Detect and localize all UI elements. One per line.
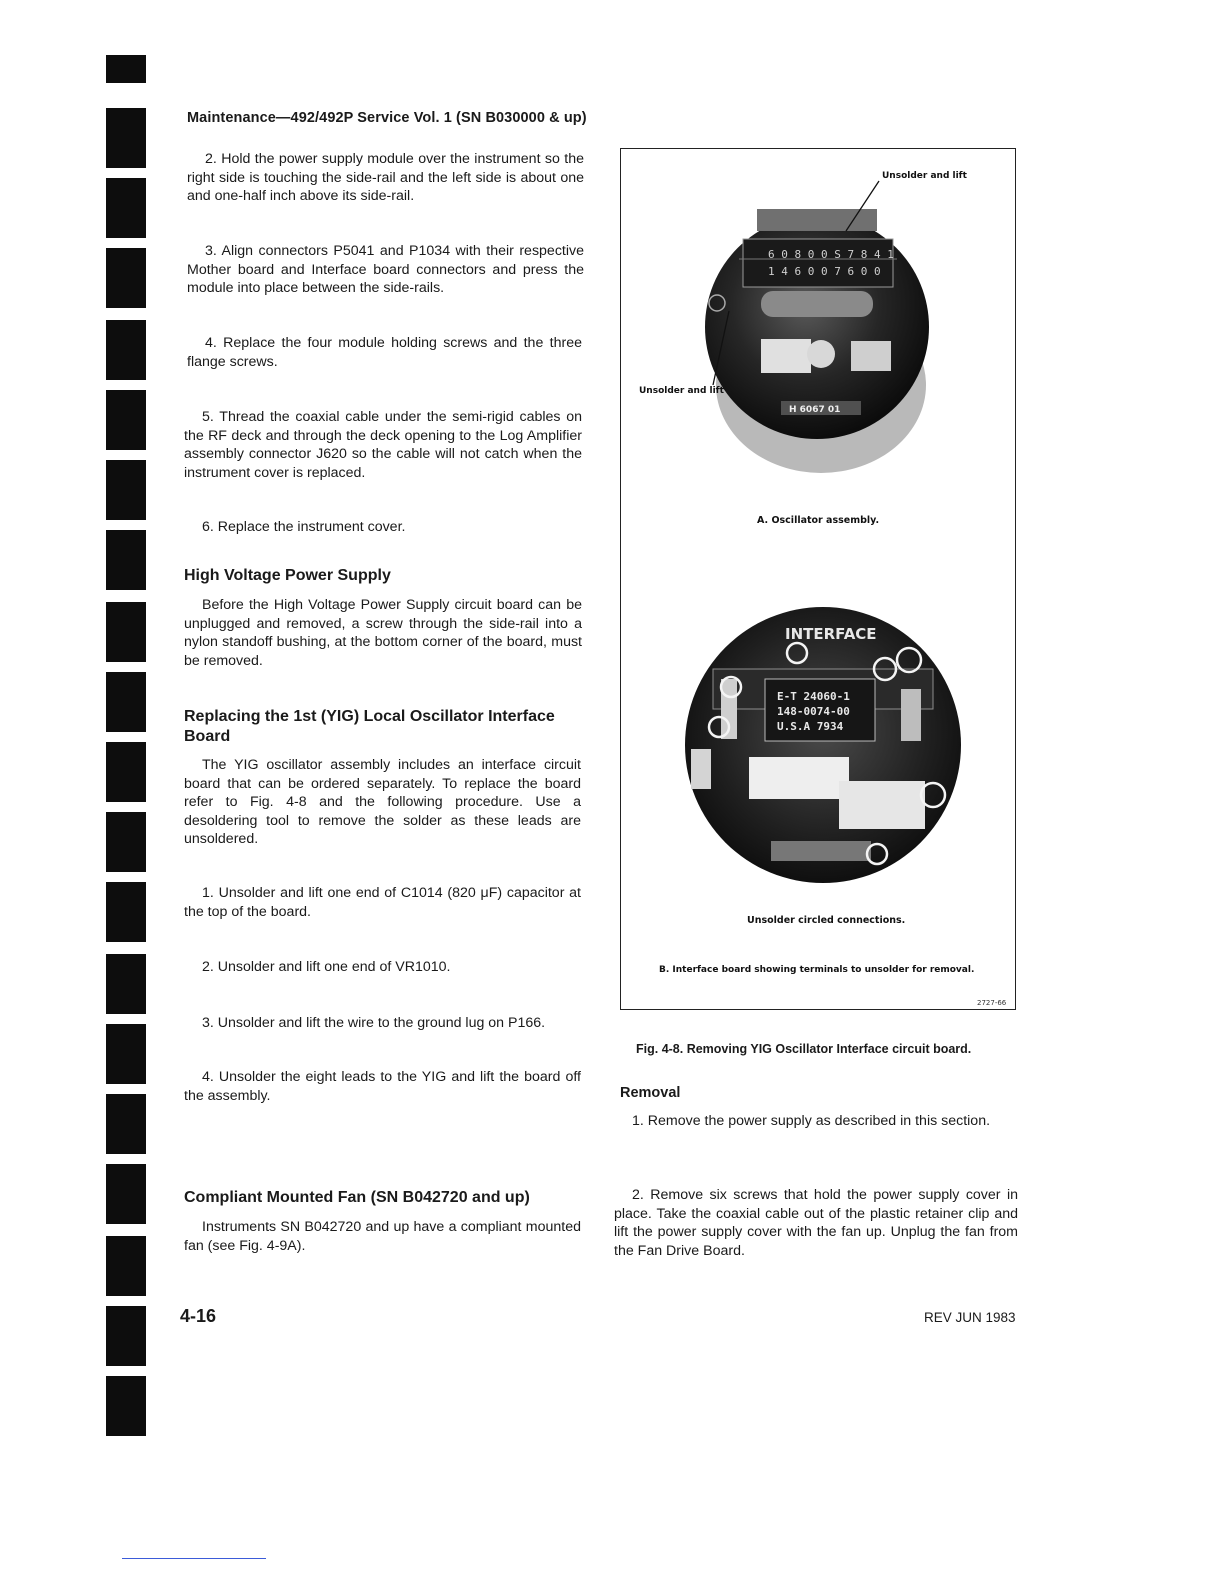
fan-paragraph: Instruments SN B042720 and up have a compliant mounted fan (see Fig. 4-9A).: [184, 1219, 581, 1254]
label-unsolder-left: Unsolder and lift: [639, 386, 724, 396]
ic-marking-1: E-T 24060-1: [777, 690, 850, 703]
caption-b: B. Interface board showing terminals to unsolder for removal.: [659, 965, 975, 975]
step-6: 6. Replace the instrument cover.: [202, 519, 406, 535]
figure-caption: Fig. 4-8. Removing YIG Oscillator Interface circuit board.: [636, 1042, 972, 1056]
label-unsolder-top: Unsolder and lift: [882, 171, 967, 181]
removal-step-1: 1. Remove the power supply as described in this section.: [632, 1113, 991, 1129]
step-3: 3. Align connectors P5041 and P1034 with their respective Mother board and Interface board connectors and press the module into place between the side-rails.: [187, 243, 584, 296]
yig-step-3: 3. Unsolder and lift the wire to the ground lug on P166.: [202, 1015, 546, 1031]
yig-step-4: 4. Unsolder the eight leads to the YIG and lift the board off the assembly.: [184, 1069, 581, 1104]
interface-board-photo: [685, 607, 961, 883]
heading-high-voltage: High Voltage Power Supply: [184, 567, 391, 584]
board-label: INTERFACE: [785, 625, 877, 643]
step-5: 5. Thread the coaxial cable under the semi-rigid cables on the RF deck and through the deck opening to the Log Amplifier assembly connector J620 so the cable will not catch when the instrument cover is replaced.: [184, 409, 582, 481]
yig-paragraph: The YIG oscillator assembly includes an interface circuit board that can be ordered separately. To replace the board refer to Fig. 4-8 and the following procedure. Use a desoldering tool to remove the solder as these leads are unsoldered.: [184, 757, 581, 847]
yig-step-1: 1. Unsolder and lift one end of C1014 (820 μF) capacitor at the top of the board.: [184, 885, 581, 920]
figure-4-8: [620, 148, 1016, 1010]
figure-photos: [621, 149, 1014, 1008]
hv-paragraph: Before the High Voltage Power Supply circuit board can be unplugged and removed, a screw through the side-rail into a nylon standoff bushing, at the bottom corner of the board, must be removed.: [184, 597, 582, 669]
bottom-rule: [122, 1558, 266, 1559]
circled-note: Unsolder circled connections.: [747, 915, 906, 926]
page-header: Maintenance—492/492P Service Vol. 1 (SN B030000 & up): [187, 110, 587, 126]
binding-holes: [106, 40, 150, 1460]
caption-a: A. Oscillator assembly.: [757, 515, 880, 526]
step-2: 2. Hold the power supply module over the instrument so the right side is touching the side-rail and the left side is about one and one-half inch above its side-rail.: [187, 151, 584, 204]
step-4: 4. Replace the four module holding screws and the three flange screws.: [187, 335, 582, 370]
removal-step-2: 2. Remove six screws that hold the power supply cover in place. Take the coaxial cable out of the plastic retainer clip and lift the power supply cover with the fan up. Unplug the fan from the Fan Drive Board.: [614, 1187, 1018, 1259]
ic-marking-2: 148-0074-00: [777, 705, 850, 718]
ic-marking-3: U.S.A 7934: [777, 720, 844, 733]
revision-date: REV JUN 1983: [924, 1310, 1016, 1325]
yig-step-2: 2. Unsolder and lift one end of VR1010.: [202, 959, 451, 975]
heading-removal: Removal: [620, 1085, 681, 1101]
chip-marking-2: 1 4 6 0 0 7 6 0 0: [768, 265, 881, 278]
heading-compliant-fan: Compliant Mounted Fan (SN B042720 and up): [184, 1189, 530, 1206]
page-number: 4-16: [180, 1306, 217, 1326]
chip-marking-1: 6 0 8 0 0 S 7 8 4 1: [768, 248, 894, 261]
part-label: H 6067 01: [789, 405, 841, 415]
figure-code: 2727-66: [977, 999, 1007, 1007]
heading-yig-interface: Replacing the 1st (YIG) Local Oscillator Interface Board: [184, 708, 555, 745]
